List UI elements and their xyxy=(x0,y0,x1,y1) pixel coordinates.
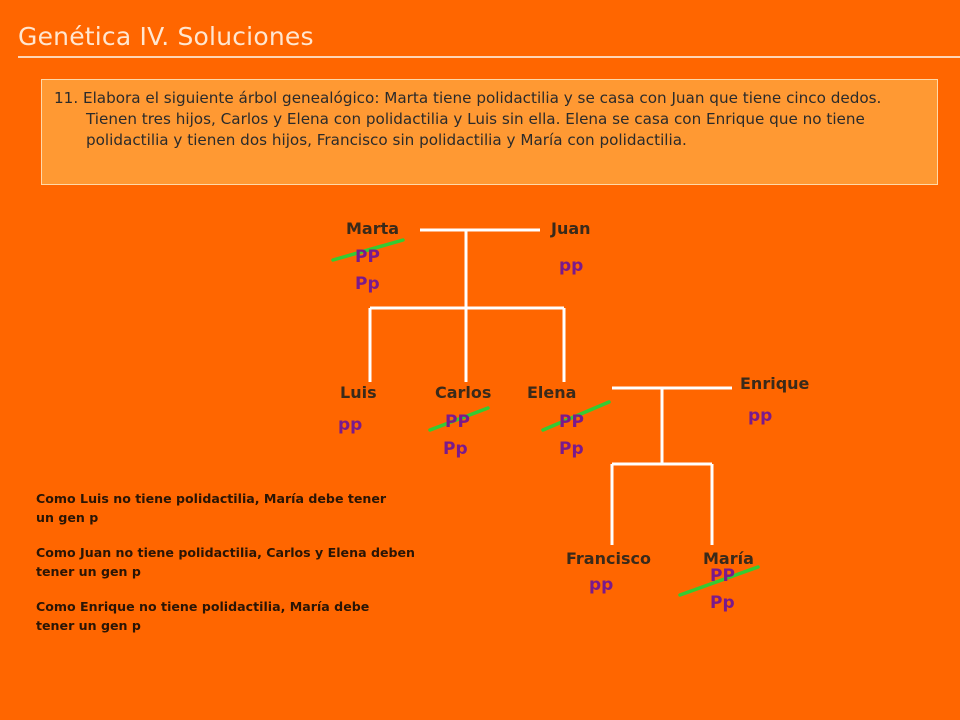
genotype-elena: Pp xyxy=(559,439,584,459)
genotype-francisco: pp xyxy=(589,575,614,595)
person-name-elena: Elena xyxy=(527,383,577,402)
genotype-marta: Pp xyxy=(355,274,380,294)
person-name-carlos: Carlos xyxy=(435,383,492,402)
struck-genotype-maria: PP xyxy=(710,566,735,586)
genotype-carlos: Pp xyxy=(443,439,468,459)
explanation-note-3: Como Enrique no tiene polidactilia, María debe tener un gen p xyxy=(36,599,370,633)
genotype-maria: Pp xyxy=(710,593,735,613)
person-name-maria: María xyxy=(703,549,754,568)
struck-genotype-elena: PP xyxy=(559,412,584,432)
person-name-juan: Juan xyxy=(551,219,591,238)
page-title: Genética IV. Soluciones xyxy=(18,22,314,51)
person-name-francisco: Francisco xyxy=(566,549,651,568)
problem-text: 11. Elabora el siguiente árbol genealógico: Marta tiene polidactilia y se casa con Juan que tiene cinco dedos. Tienen tres hijos, Carlos y Elena con polidactilia y Luis sin ella. Elena se casa con Enrique que no tiene polidactilia y tienen dos hijos, Francisco sin polidactilia y María con polidactilia. xyxy=(54,89,882,149)
person-name-marta: Marta xyxy=(346,219,400,238)
person-name-luis: Luis xyxy=(340,383,377,402)
struck-genotype-marta: PP xyxy=(355,247,380,267)
explanation-note-2: Como Juan no tiene polidactilia, Carlos y Elena deben tener un gen p xyxy=(36,545,416,579)
struck-genotype-carlos: PP xyxy=(445,412,470,432)
explanation-note-1: Como Luis no tiene polidactilia, María debe tener un gen p xyxy=(36,491,387,525)
genotype-juan: pp xyxy=(559,256,584,276)
genotype-luis: pp xyxy=(338,415,363,435)
person-name-enrique: Enrique xyxy=(740,374,810,393)
genotype-enrique: pp xyxy=(748,406,773,426)
